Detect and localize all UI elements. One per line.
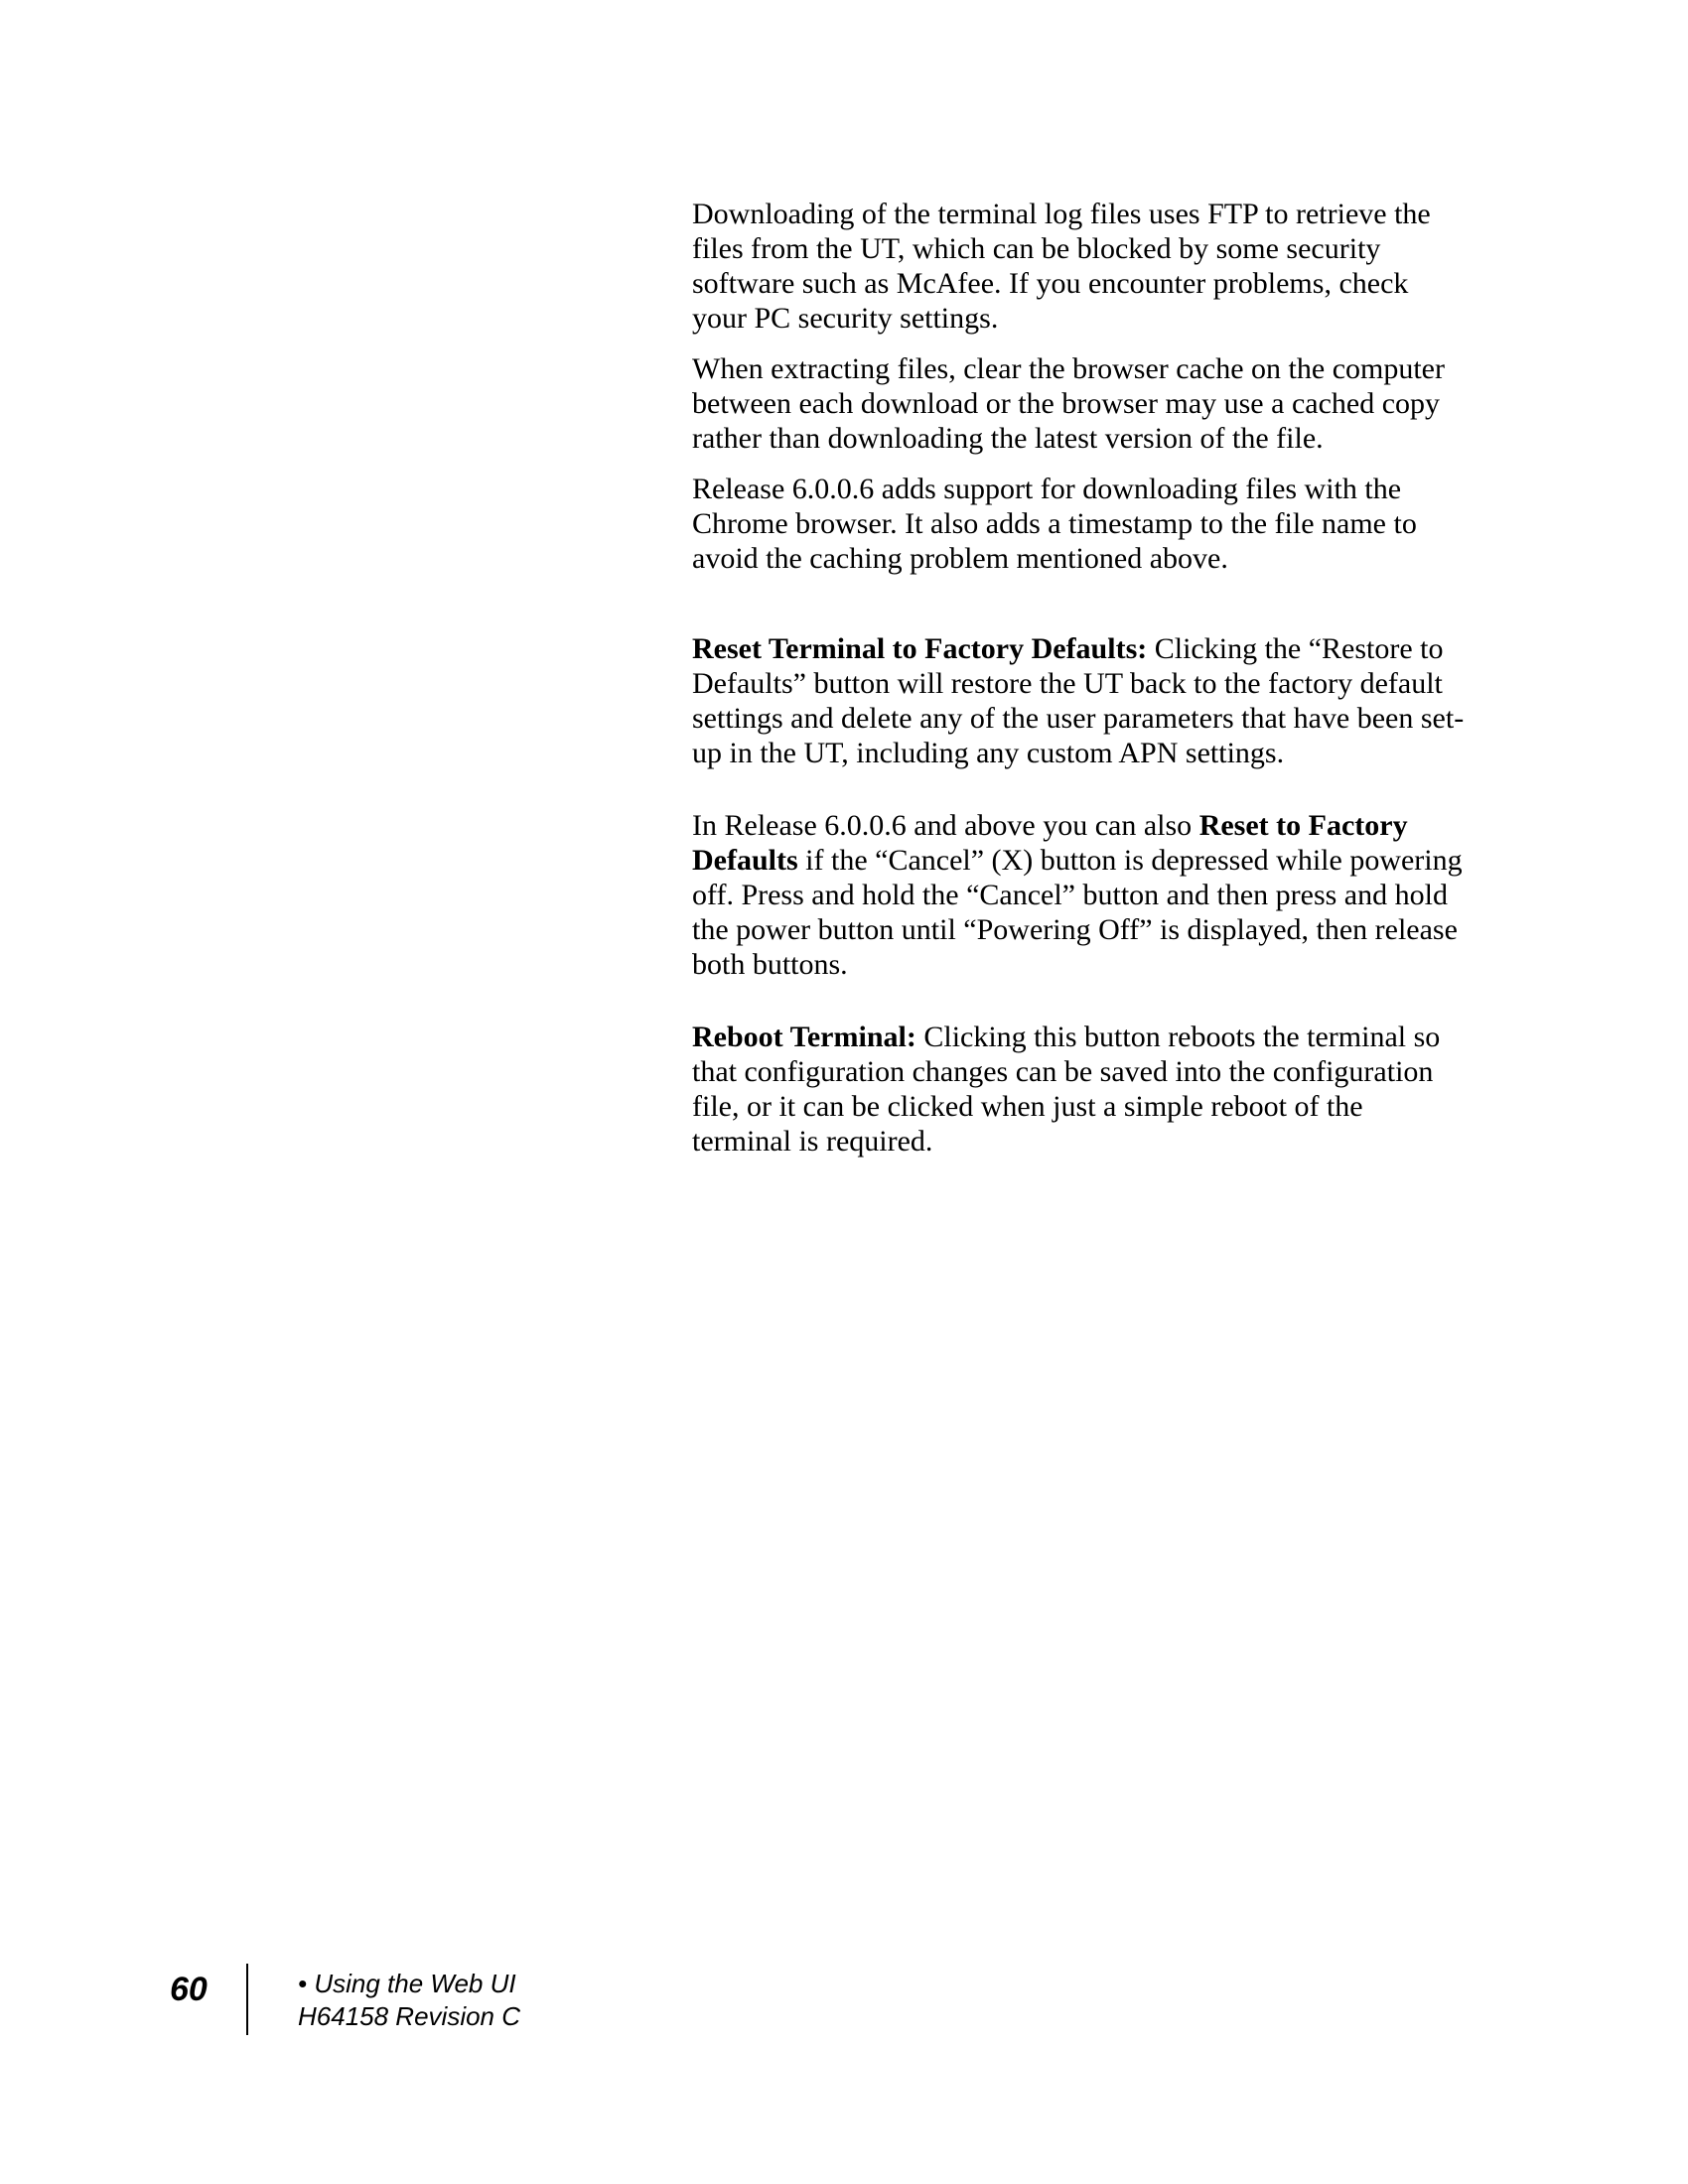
paragraph-reboot-terminal <box>692 1020 1467 1159</box>
reboot-terminal-text: Clicking this button reboots the terminal so that configuration changes can be saved into the configuration file, or it can be clicked when just a simple reboot of the terminal is required. <box>692 1021 1441 1158</box>
paragraph-reset-terminal <box>692 631 1467 770</box>
footer-document-id: H64158 Revision C <box>298 2001 521 2031</box>
body-text-column <box>692 197 1467 1159</box>
paragraph-release-chrome: Release 6.0.0.6 adds support for downloading files with the Chrome browser. It also adds a timestamp to the file name to avoid the caching problem mentioned above. <box>692 473 1417 575</box>
page-number: 60 <box>170 1971 208 2008</box>
factory-reset-pre: In Release 6.0.0.6 and above you can also <box>692 809 1199 842</box>
reboot-terminal-heading: Reboot Terminal: <box>692 1021 916 1053</box>
reset-terminal-text: Clicking the “Restore to Defaults” button will restore the UT back to the factory default settings and delete any of the user parameters that have been set-up in the UT, including any custom APN settings. <box>692 632 1465 769</box>
paragraph-ftp-download: Downloading of the terminal log files uses FTP to retrieve the files from the UT, which can be blocked by some security software such as McAfee. If you encounter problems, check your PC security settings. <box>692 198 1431 335</box>
footer-divider <box>246 1964 248 2035</box>
factory-reset-post: if the “Cancel” (X) button is depressed while powering off. Press and hold the “Cancel” button and then press and hold the power button until “Powering Off” is displayed, then release both buttons. <box>692 844 1463 981</box>
paragraph-browser-cache: When extracting files, clear the browser cache on the computer between each download or the browser may use a cached copy rather than downloading the latest version of the file. <box>692 352 1445 455</box>
reset-terminal-heading: Reset Terminal to Factory Defaults: <box>692 632 1148 665</box>
footer-section: • Using the Web UI <box>298 1969 516 1998</box>
paragraph-factory-reset-cancel <box>692 808 1467 982</box>
factory-reset-bold: Reset to Factory Defaults <box>692 809 1408 877</box>
footer-info <box>298 1968 520 2033</box>
